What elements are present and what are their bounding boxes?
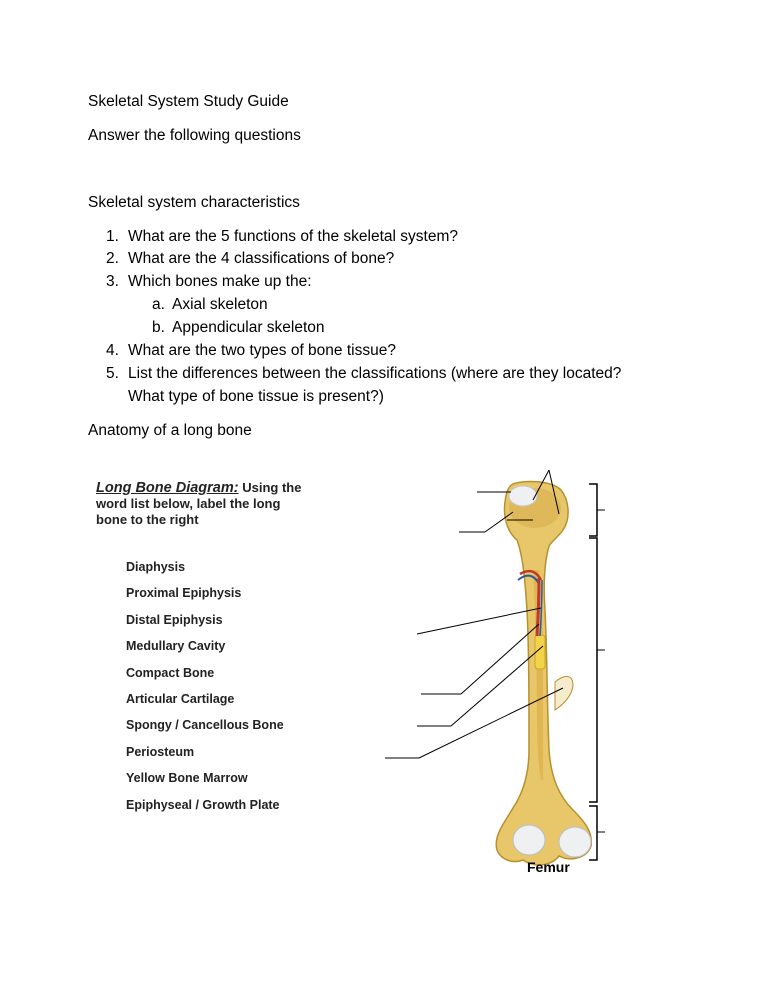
diagram-instructions bbox=[96, 480, 306, 528]
question-text: What are the two types of bone tissue? bbox=[128, 342, 396, 359]
femur-caption: Femur bbox=[527, 859, 570, 875]
sub-item-a bbox=[152, 295, 268, 315]
word-list-item: Distal Epiphysis bbox=[126, 612, 223, 627]
question-5-continuation: What type of bone tissue is present?) bbox=[128, 388, 384, 405]
word-list bbox=[126, 559, 284, 823]
question-text: Which bones make up the: bbox=[128, 273, 312, 290]
word-list-item: Articular Cartilage bbox=[126, 691, 235, 706]
word-list-item: Compact Bone bbox=[126, 665, 215, 680]
question-number: 3. bbox=[106, 273, 119, 290]
sub-item-letter: a. bbox=[152, 296, 165, 313]
instructions-text: Answer the following questions bbox=[88, 127, 301, 144]
word-list-item: Medullary Cavity bbox=[126, 639, 226, 654]
articular-cartilage-head bbox=[509, 486, 537, 506]
question-number: 5. bbox=[106, 365, 119, 382]
diagram-heading: Long Bone Diagram: bbox=[96, 480, 239, 496]
word-list-item: Diaphysis bbox=[126, 560, 186, 574]
word-list-panel bbox=[88, 460, 318, 820]
document-title: Skeletal System Study Guide bbox=[88, 93, 289, 110]
long-bone-diagram bbox=[88, 460, 663, 878]
word-list-item: Epiphyseal / Growth Plate bbox=[126, 797, 280, 812]
femur-illustration bbox=[363, 460, 663, 878]
section-heading-anatomy: Anatomy of a long bone bbox=[88, 422, 252, 439]
question-number: 1. bbox=[106, 228, 119, 245]
word-list-item: Spongy / Cancellous Bone bbox=[126, 718, 284, 733]
question-text: List the differences between the classifications (where are they located? bbox=[128, 365, 622, 382]
question-5 bbox=[106, 364, 621, 384]
question-3 bbox=[106, 272, 312, 292]
word-list-item: Proximal Epiphysis bbox=[126, 586, 242, 601]
question-number: 2. bbox=[106, 250, 119, 267]
sub-item-text: Appendicular skeleton bbox=[172, 319, 325, 336]
word-list-item: Yellow Bone Marrow bbox=[126, 771, 248, 786]
question-text: What are the 4 classifications of bone? bbox=[128, 250, 395, 267]
question-number: 4. bbox=[106, 342, 119, 359]
articular-cartilage-distal bbox=[513, 825, 545, 855]
diagram-subtitle: Using the word list below, label the long bone to the right bbox=[96, 480, 302, 527]
sub-item-letter: b. bbox=[152, 319, 165, 336]
sub-item-b bbox=[152, 318, 325, 338]
section-heading-characteristics: Skeletal system characteristics bbox=[88, 194, 300, 211]
sub-item-text: Axial skeleton bbox=[172, 296, 268, 313]
articular-cartilage-distal bbox=[559, 827, 591, 857]
question-text: What are the 5 functions of the skeletal system? bbox=[128, 228, 458, 245]
question-1 bbox=[106, 227, 458, 247]
question-4 bbox=[106, 341, 396, 361]
word-list-item: Periosteum bbox=[126, 744, 195, 759]
question-2 bbox=[106, 249, 394, 269]
